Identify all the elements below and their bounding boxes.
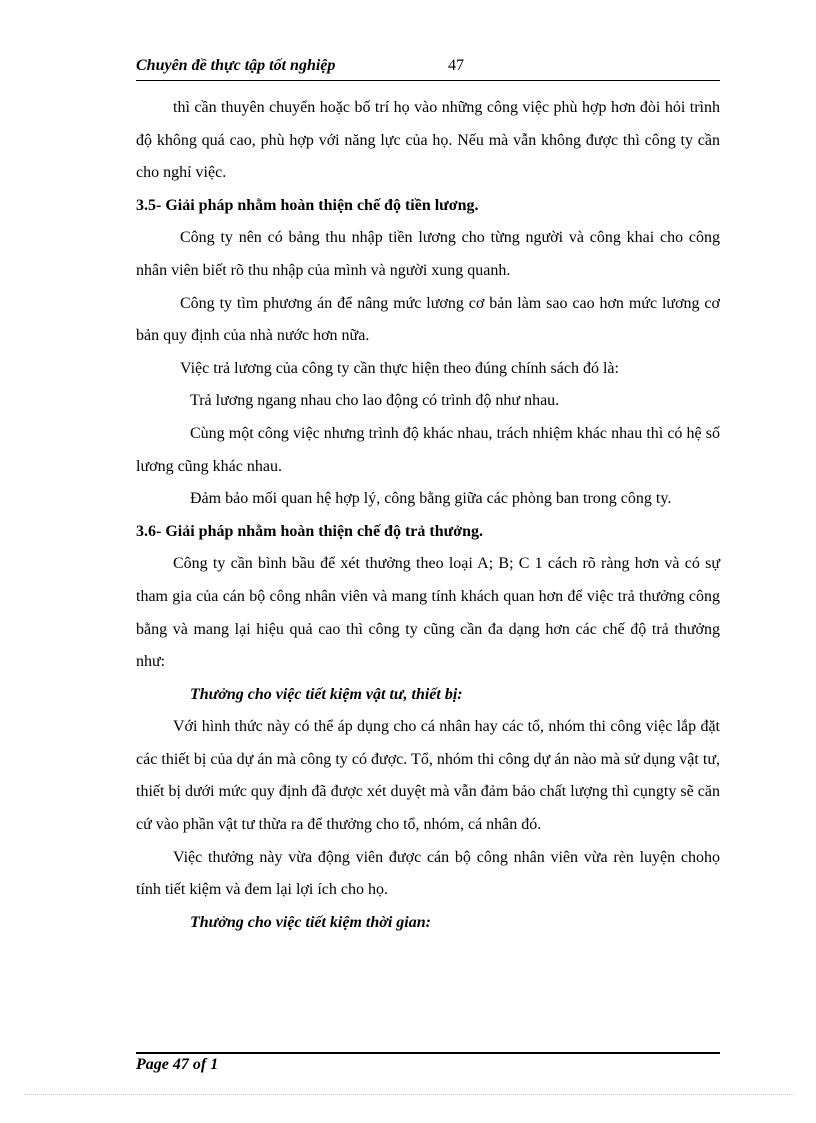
paragraph: Việc thưởng này vừa động viên được cán bộ công nhân viên vừa rèn luyện chohọ tính tiết kiệm và đem lại lợi ích cho họ.: [136, 848, 720, 899]
header-page-number: 47: [448, 57, 464, 74]
subheading-time: Thưởng cho việc tiết kiệm thời gian:: [190, 913, 431, 931]
subheading-materials: Thưởng cho việc tiết kiệm vật tư, thiết bị:: [190, 685, 463, 703]
section-heading-3-5: 3.5- Giải pháp nhằm hoàn thiện chế độ tiền lương.: [136, 196, 479, 214]
page-body: [136, 92, 720, 939]
header-divider: [136, 80, 720, 81]
paragraph: Việc trả lương của công ty cần thực hiện theo đúng chính sách đó là:: [180, 359, 619, 377]
paragraph: Đảm bảo mối quan hệ hợp lý, công bằng giữa các phòng ban trong công ty.: [190, 490, 672, 508]
paragraph: Cùng một công việc nhưng trình độ khác nhau, trách nhiệm khác nhau thì có hệ số lương cũng khác nhau.: [136, 424, 720, 475]
paragraph: Với hình thức này có thể áp dụng cho cá nhân hay các tổ, nhóm thi công việc lắp đặt các thiết bị của dự án mà công ty có được. Tổ, nhóm thi công dự án nào mà sử dụng vật tư, thiết bị dưới mức quy định đã được xét duyệt mà vẫn đảm bảo chất lượng thì cụngty sẽ căn cứ vào phần vật tư thừa ra để thưởng cho tổ, nhóm, cá nhân đó.: [136, 718, 720, 834]
page-edge-dotted-line: [24, 1094, 794, 1095]
paragraph: Công ty tìm phương án để nâng mức lương cơ bản làm sao cao hơn mức lương cơ bản quy định của nhà nước hơn nữa.: [136, 294, 720, 345]
paragraph: Trả lương ngang nhau cho lao động có trình độ như nhau.: [190, 392, 560, 410]
paragraph: Công ty cần bình bầu để xét thưởng theo loại A; B; C 1 cách rõ ràng hơn và có sự tham gia của cán bộ công nhân viên và mang tính khách quan hơn để việc trả thưởng công bằng và mang lại hiệu quả cao thì công ty cũng cần đa dạng hơn các chế độ trả thưởng như:: [136, 555, 720, 671]
paragraph: thì cần thuyên chuyển hoặc bố trí họ vào những công việc phù hợp hơn đòi hỏi trình độ không quá cao, phù hợp với năng lực của họ. Nếu mà vẫn không được thì công ty cần cho nghỉ việc.: [136, 99, 720, 182]
page-header: [136, 57, 720, 79]
document-title: Chuyên đề thực tập tốt nghiệp: [136, 57, 336, 74]
page-footer: Page 47 of 1: [136, 1056, 219, 1073]
paragraph: Công ty nên có bảng thu nhập tiền lương cho từng người và công khai cho công nhân viên biết rõ thu nhập của mình và người xung quanh.: [136, 229, 720, 279]
footer-divider: [136, 1052, 720, 1054]
section-heading-3-6: 3.6- Giải pháp nhằm hoàn thiện chế độ trả thưởng.: [136, 522, 483, 540]
